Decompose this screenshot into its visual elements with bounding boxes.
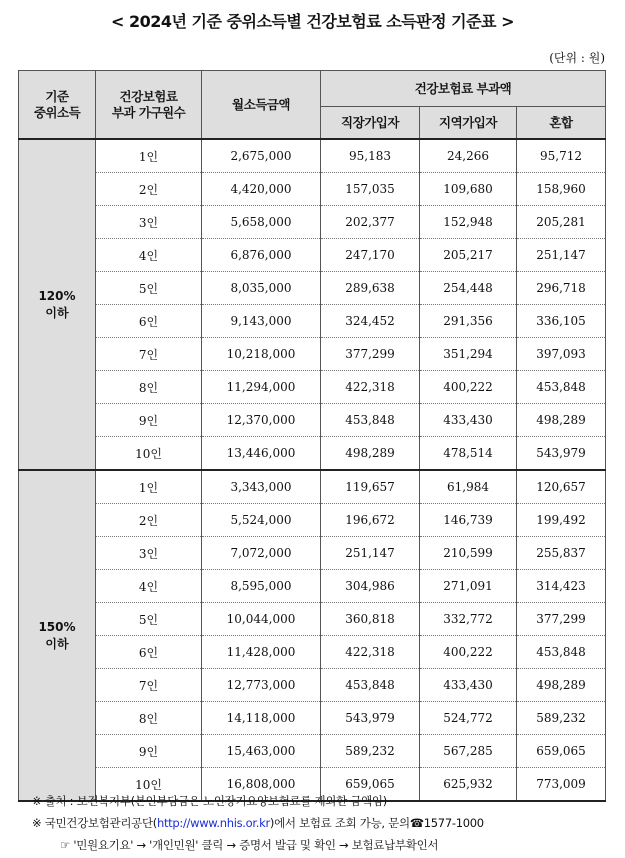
- cell-household: 1인: [96, 139, 202, 173]
- cell-mixed: 498,289: [517, 404, 606, 437]
- cell-income: 10,044,000: [202, 603, 321, 636]
- cell-employee: 247,170: [321, 239, 420, 272]
- table-row: [19, 504, 606, 537]
- cell-household: 7인: [96, 669, 202, 702]
- cell-employee: 543,979: [321, 702, 420, 735]
- group-label: 150% 이하: [19, 470, 96, 801]
- cell-household: 4인: [96, 239, 202, 272]
- table-row: [19, 603, 606, 636]
- cell-mixed: 397,093: [517, 338, 606, 371]
- cell-employee: 659,065: [321, 768, 420, 802]
- cell-mixed: 158,960: [517, 173, 606, 206]
- cell-household: 10인: [96, 437, 202, 471]
- table-row: [19, 305, 606, 338]
- table-body: [19, 139, 606, 801]
- cell-income: 8,595,000: [202, 570, 321, 603]
- table-row: [19, 206, 606, 239]
- cell-employee: 289,638: [321, 272, 420, 305]
- table-row: [19, 173, 606, 206]
- cell-household: 8인: [96, 702, 202, 735]
- cell-regional: 400,222: [420, 371, 517, 404]
- cell-employee: 157,035: [321, 173, 420, 206]
- cell-household: 7인: [96, 338, 202, 371]
- cell-household: 4인: [96, 570, 202, 603]
- table-row: [19, 272, 606, 305]
- cell-employee: 377,299: [321, 338, 420, 371]
- cell-household: 6인: [96, 636, 202, 669]
- table-row: [19, 702, 606, 735]
- table-row: [19, 437, 606, 471]
- cell-employee: 304,986: [321, 570, 420, 603]
- cell-regional: 625,932: [420, 768, 517, 802]
- cell-household: 6인: [96, 305, 202, 338]
- table-row: [19, 139, 606, 173]
- cell-employee: 196,672: [321, 504, 420, 537]
- cell-income: 11,428,000: [202, 636, 321, 669]
- table-row: [19, 570, 606, 603]
- cell-household: 3인: [96, 537, 202, 570]
- unit-label: (단위 : 원): [549, 51, 605, 65]
- cell-mixed: 659,065: [517, 735, 606, 768]
- cell-regional: 400,222: [420, 636, 517, 669]
- cell-mixed: 543,979: [517, 437, 606, 471]
- cell-regional: 109,680: [420, 173, 517, 206]
- cell-household: 1인: [96, 470, 202, 504]
- cell-income: 10,218,000: [202, 338, 321, 371]
- cell-income: 9,143,000: [202, 305, 321, 338]
- cell-employee: 360,818: [321, 603, 420, 636]
- cell-household: 2인: [96, 504, 202, 537]
- cell-regional: 478,514: [420, 437, 517, 471]
- header-mixed: 혼합: [517, 107, 606, 140]
- cell-mixed: 498,289: [517, 669, 606, 702]
- cell-regional: 146,739: [420, 504, 517, 537]
- cell-regional: 205,217: [420, 239, 517, 272]
- table-row: [19, 735, 606, 768]
- cell-employee: 498,289: [321, 437, 420, 471]
- cell-household: 2인: [96, 173, 202, 206]
- nhis-link[interactable]: http://www.nhis.or.kr: [156, 816, 270, 830]
- cell-income: 3,343,000: [202, 470, 321, 504]
- cell-mixed: 336,105: [517, 305, 606, 338]
- cell-income: 5,658,000: [202, 206, 321, 239]
- cell-employee: 453,848: [321, 404, 420, 437]
- page-title: < 2024년 기준 중위소득별 건강보험료 소득판정 기준표 >: [111, 12, 514, 31]
- cell-mixed: 296,718: [517, 272, 606, 305]
- cell-regional: 61,984: [420, 470, 517, 504]
- cell-mixed: 773,009: [517, 768, 606, 802]
- group-label: 120% 이하: [19, 139, 96, 470]
- cell-household: 3인: [96, 206, 202, 239]
- header-household-count: 건강보험료 부과 가구원수: [96, 71, 202, 140]
- cell-household: 10인: [96, 768, 202, 802]
- cell-income: 7,072,000: [202, 537, 321, 570]
- cell-regional: 524,772: [420, 702, 517, 735]
- cell-mixed: 314,423: [517, 570, 606, 603]
- cell-income: 11,294,000: [202, 371, 321, 404]
- cell-income: 4,420,000: [202, 173, 321, 206]
- cell-regional: 433,430: [420, 404, 517, 437]
- cell-mixed: 453,848: [517, 371, 606, 404]
- header-monthly-income: 월소득금액: [202, 71, 321, 140]
- cell-regional: 210,599: [420, 537, 517, 570]
- table-row: [19, 470, 606, 504]
- cell-regional: 433,430: [420, 669, 517, 702]
- nhis-note: ※ 국민건강보험관리공단(http://www.nhis.or.kr)에서 보험료 조회 가능, 문의☎1577-1000: [32, 816, 484, 830]
- cell-employee: 324,452: [321, 305, 420, 338]
- cell-mixed: 377,299: [517, 603, 606, 636]
- table-row: [19, 371, 606, 404]
- cell-household: 5인: [96, 603, 202, 636]
- cell-mixed: 205,281: [517, 206, 606, 239]
- table-row: [19, 338, 606, 371]
- cell-mixed: 95,712: [517, 139, 606, 173]
- cell-income: 15,463,000: [202, 735, 321, 768]
- cell-employee: 251,147: [321, 537, 420, 570]
- cell-regional: 567,285: [420, 735, 517, 768]
- cell-regional: 351,294: [420, 338, 517, 371]
- header-median-income: 기준 중위소득: [19, 71, 96, 140]
- cell-employee: 422,318: [321, 371, 420, 404]
- cell-income: 6,876,000: [202, 239, 321, 272]
- cell-employee: 95,183: [321, 139, 420, 173]
- cell-regional: 152,948: [420, 206, 517, 239]
- table-row: [19, 669, 606, 702]
- cell-employee: 453,848: [321, 669, 420, 702]
- steps-note: ☞ '민원요기요' → '개인민원' 클릭 → 증명서 발급 및 확인 → 보험료납부확인서: [60, 838, 439, 852]
- source-note: ※ 출처 : 보건복지부(본인부담금은 노인장기요양보험료를 제외한 금액임): [32, 794, 387, 808]
- cell-income: 5,524,000: [202, 504, 321, 537]
- cell-income: 12,370,000: [202, 404, 321, 437]
- cell-regional: 24,266: [420, 139, 517, 173]
- cell-household: 9인: [96, 735, 202, 768]
- cell-regional: 271,091: [420, 570, 517, 603]
- cell-employee: 119,657: [321, 470, 420, 504]
- cell-income: 16,808,000: [202, 768, 321, 802]
- cell-employee: 202,377: [321, 206, 420, 239]
- cell-household: 9인: [96, 404, 202, 437]
- cell-income: 2,675,000: [202, 139, 321, 173]
- cell-mixed: 255,837: [517, 537, 606, 570]
- table-row: [19, 537, 606, 570]
- header-premium: 건강보험료 부과액: [321, 71, 606, 107]
- cell-income: 14,118,000: [202, 702, 321, 735]
- table-row: [19, 239, 606, 272]
- cell-mixed: 453,848: [517, 636, 606, 669]
- cell-mixed: 589,232: [517, 702, 606, 735]
- cell-employee: 422,318: [321, 636, 420, 669]
- cell-income: 8,035,000: [202, 272, 321, 305]
- cell-employee: 589,232: [321, 735, 420, 768]
- cell-mixed: 120,657: [517, 470, 606, 504]
- income-premium-table: [18, 70, 606, 802]
- cell-income: 12,773,000: [202, 669, 321, 702]
- cell-household: 8인: [96, 371, 202, 404]
- cell-mixed: 199,492: [517, 504, 606, 537]
- header-employee: 직장가입자: [321, 107, 420, 140]
- cell-regional: 254,448: [420, 272, 517, 305]
- table-row: [19, 404, 606, 437]
- cell-income: 13,446,000: [202, 437, 321, 471]
- footnotes: [32, 790, 484, 856]
- header-regional: 지역가입자: [420, 107, 517, 140]
- cell-regional: 332,772: [420, 603, 517, 636]
- table-row: [19, 636, 606, 669]
- cell-regional: 291,356: [420, 305, 517, 338]
- cell-mixed: 251,147: [517, 239, 606, 272]
- cell-household: 5인: [96, 272, 202, 305]
